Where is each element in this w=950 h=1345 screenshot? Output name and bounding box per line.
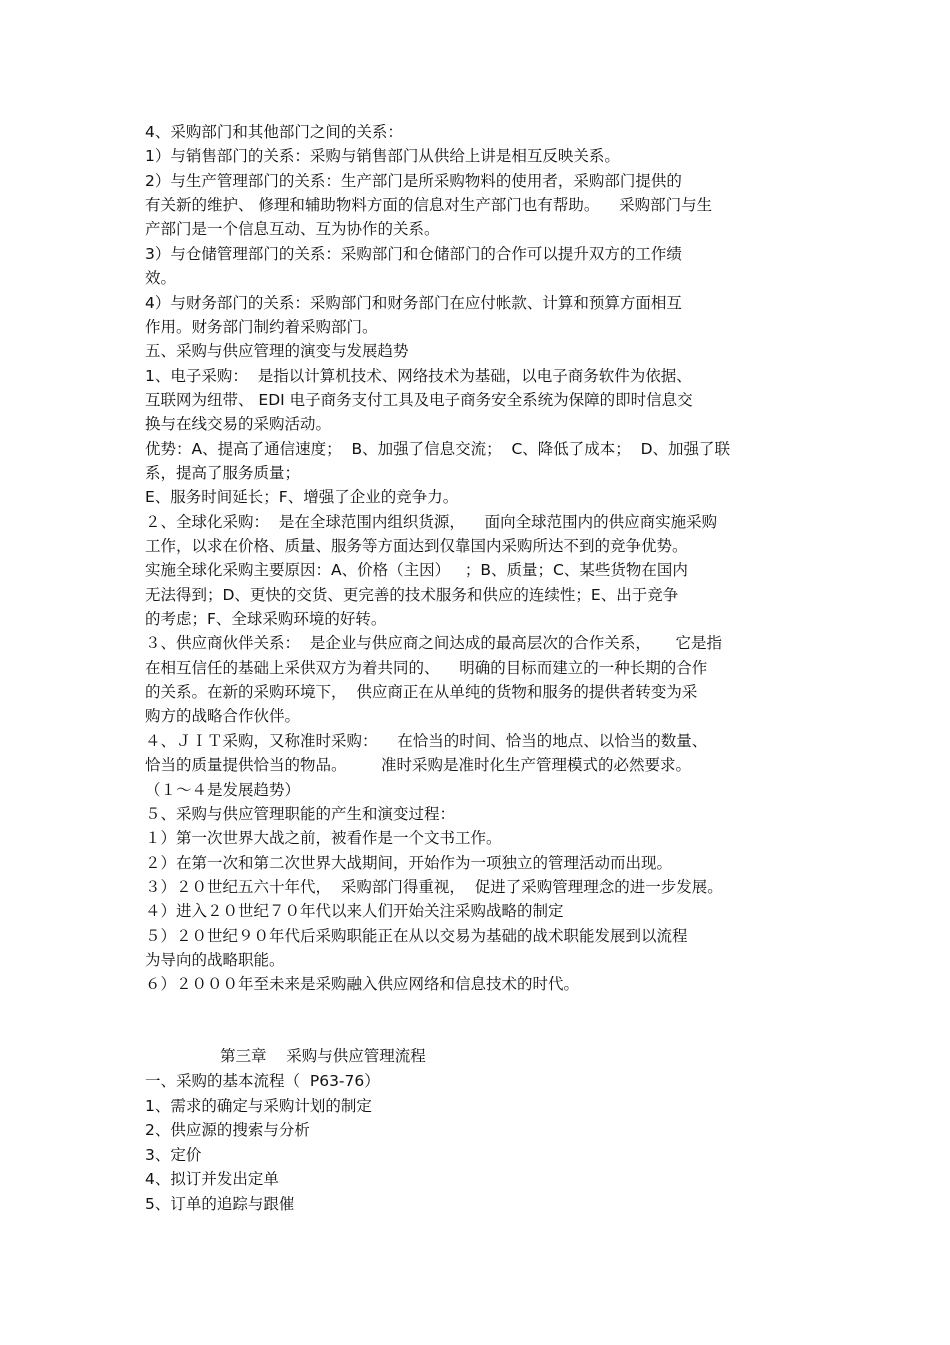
text-line: 为导向的战略职能。 xyxy=(145,950,285,969)
text-line: 互联网为纽带、 EDI 电子商务支付工具及电子商务安全系统为保障的即时信息交 xyxy=(145,390,693,409)
text-line: 作用。财务部门制约着采购部门。 xyxy=(145,317,378,336)
text-line: 优势：A、提高了通信速度； B、加强了信息交流； C、降低了成本； D、加强了联 xyxy=(145,439,731,458)
text-line: 恰当的质量提供恰当的物品。 准时采购是准时化生产管理模式的必然要求。 xyxy=(145,756,691,775)
text-line: 2）与生产管理部门的关系：生产部门是所采购物料的使用者，采购部门提供的 xyxy=(145,171,682,190)
text-line: 换与在线交易的采购活动。 xyxy=(145,415,332,434)
text-line: E、服务时间延长；F、增强了企业的竞争力。 xyxy=(145,488,459,507)
text-line: ３）２０世纪五六十年代， 采购部门得重视， 促进了采购管理理念的进一步发展。 xyxy=(145,877,723,896)
text-line: ３、供应商伙伴关系： 是企业与供应商之间达成的最高层次的合作关系， 它是指 xyxy=(145,634,722,653)
chapter-text-line: 3、定价 xyxy=(145,1145,202,1164)
text-line: ５）２０世纪９０年代后采购职能正在从以交易为基础的战术职能发展到以流程 xyxy=(145,926,688,945)
text-line: 有关新的维护、 修理和辅助物料方面的信息对生产部门也有帮助。 采购部门与生 xyxy=(145,196,713,215)
text-line: ５、采购与供应管理职能的产生和演变过程： xyxy=(145,804,456,823)
text-line: 五、采购与供应管理的演变与发展趋势 xyxy=(145,342,409,361)
text-line: ２）在第一次和第二次世界大战期间，开始作为一项独立的管理活动而出现。 xyxy=(145,853,673,872)
text-line: ２、全球化采购： 是在全球范围内组织货源， 面向全球范围内的供应商实施采购 xyxy=(145,512,718,531)
text-line: 购方的战略合作伙伴。 xyxy=(145,707,301,726)
text-line: ４）进入２０世纪７０年代以来人们开始关注采购战略的制定 xyxy=(145,902,564,921)
text-line: 工作，以求在价格、质量、服务等方面达到仅靠国内采购所达不到的竞争优势。 xyxy=(145,537,688,555)
chapter-text-line: 一、采购的基本流程（ P63-76） xyxy=(145,1072,380,1090)
text-line: ６）２０００年至未来是采购融入供应网络和信息技术的时代。 xyxy=(145,975,580,994)
text-line: 在相互信任的基础上采供双方为着共同的、 明确的目标而建立的一种长期的合作 xyxy=(145,658,708,677)
text-line: 无法得到；D、更快的交货、更完善的技术服务和供应的连续性；E、出于竞争 xyxy=(145,585,679,604)
chapter-text-line: 4、拟订并发出定单 xyxy=(145,1170,279,1189)
text-line: ４、ＪＩＴ采购，又称准时采购： 在恰当的时间、恰当的地点、以恰当的数量、 xyxy=(145,731,708,750)
text-line: 的关系。在新的采购环境下， 供应商正在从单纯的货物和服务的提供者转变为采 xyxy=(145,683,698,702)
text-line: 产部门是一个信息互动、互为协作的关系。 xyxy=(145,220,440,239)
chapter-title: 第三章 采购与供应管理流程 xyxy=(220,1047,426,1065)
text-line: 实施全球化采购主要原因：A、价格（主因） ；B、质量；C、某些货物在国内 xyxy=(145,561,688,580)
text-line: 系，提高了服务质量； xyxy=(145,463,301,482)
chapter-text-line: 1、需求的确定与采购计划的制定 xyxy=(145,1096,372,1115)
text-line: 1）与销售部门的关系：采购与销售部门从供给上讲是相互反映关系。 xyxy=(145,147,620,166)
text-line: 3）与仓储管理部门的关系：采购部门和仓储部门的合作可以提升双方的工作绩 xyxy=(145,244,682,263)
chapter-text-line: 5、订单的追踪与跟催 xyxy=(145,1195,295,1213)
text-line: 效。 xyxy=(145,269,177,288)
text-line: １）第一次世界大战之前，被看作是一个文书工作。 xyxy=(145,829,502,848)
text-line: 4、采购部门和其他部门之间的关系： xyxy=(145,123,403,141)
text-line: （１～４是发展趋势） xyxy=(145,780,301,799)
chapter-text-line: 2、供应源的搜索与分析 xyxy=(145,1121,310,1140)
text-line: 4）与财务部门的关系：采购部门和财务部门在应付帐款、计算和预算方面相互 xyxy=(145,293,682,312)
text-line: 1、电子采购： 是指以计算机技术、网络技术为基础，以电子商务软件为依据、 xyxy=(145,366,692,385)
text-line: 的考虑；F、全球采购环境的好转。 xyxy=(145,610,387,628)
